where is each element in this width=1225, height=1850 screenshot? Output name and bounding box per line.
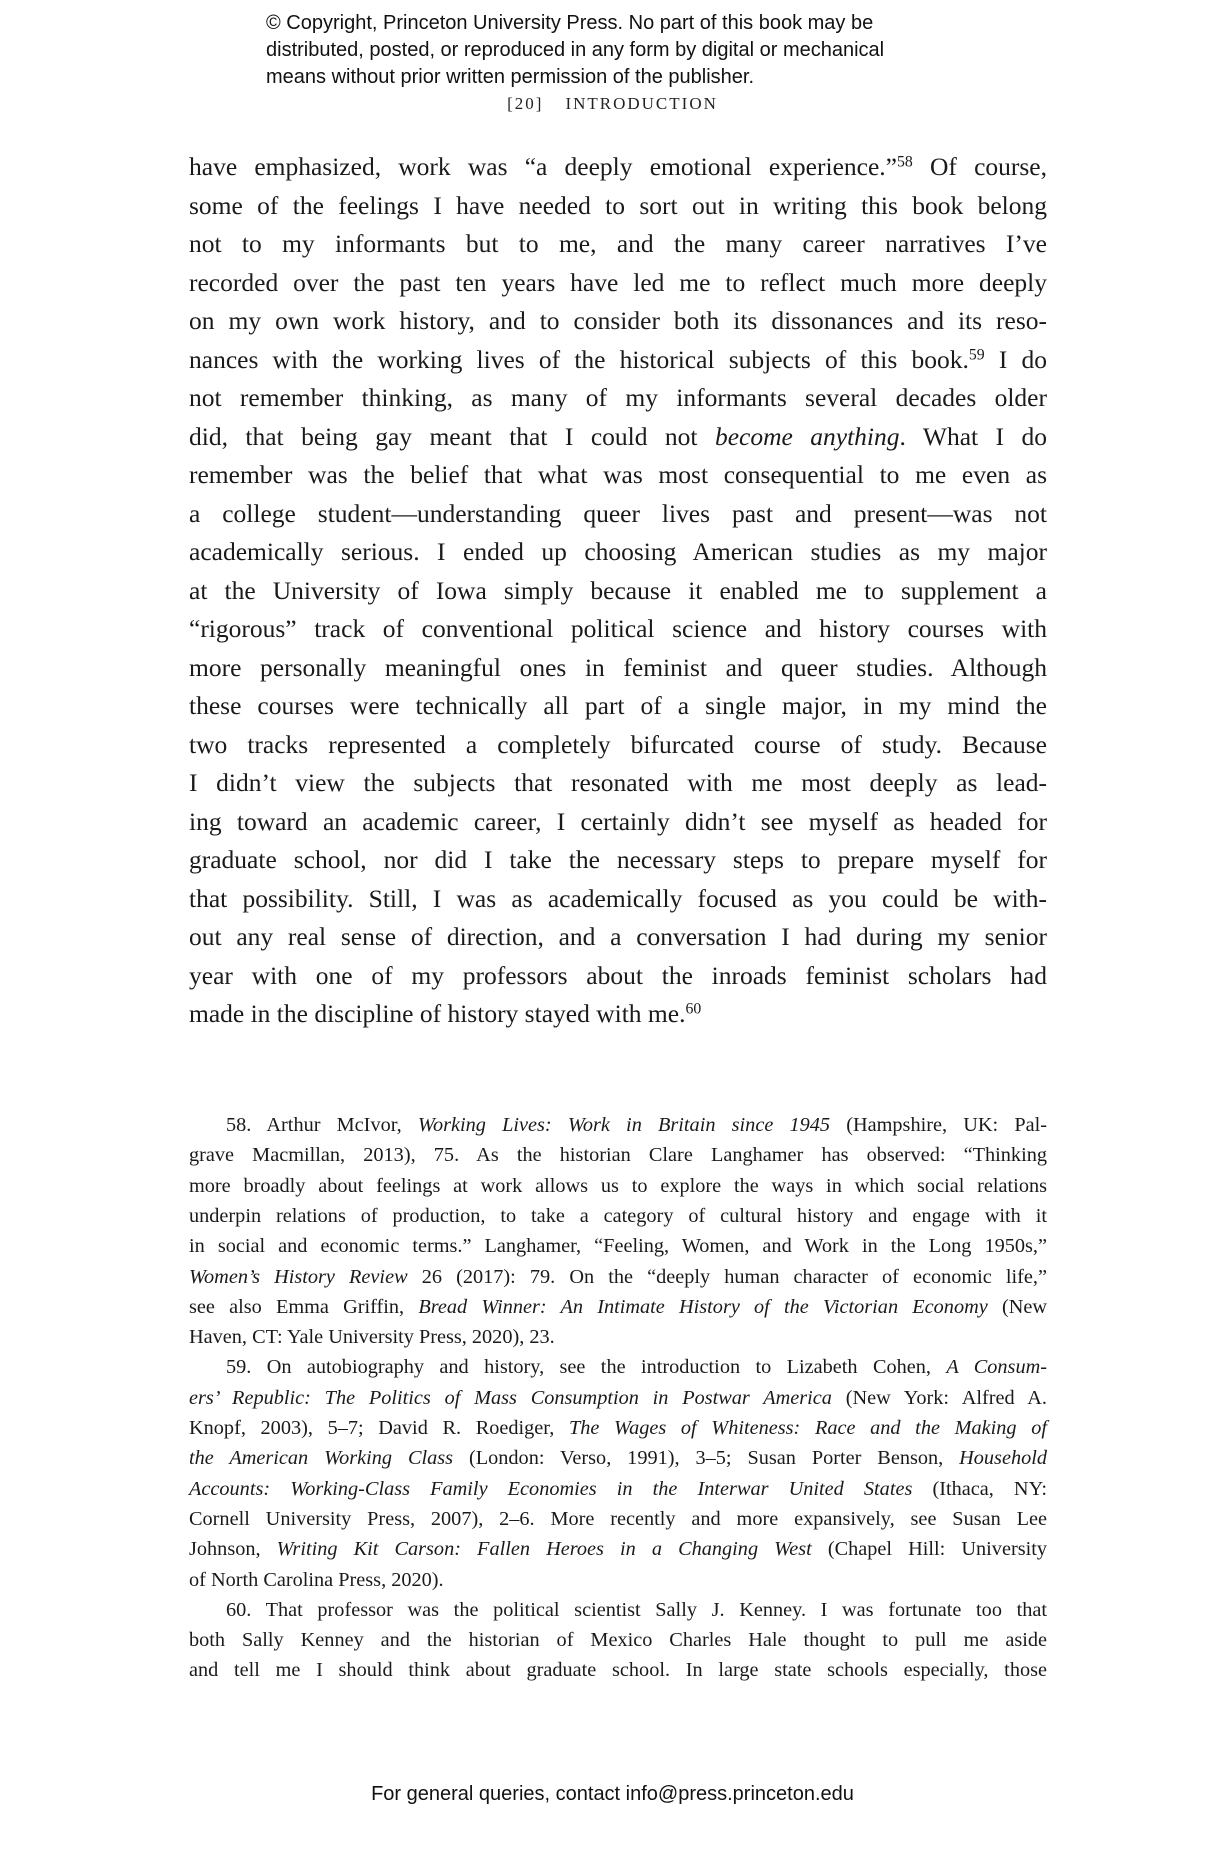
copyright-line: © Copyright, Princeton University Press. No part of this book may be — [266, 12, 874, 34]
footnote-reference[interactable]: 58 — [896, 153, 913, 171]
body-line — [189, 918, 1047, 957]
italic-text: Household — [959, 1447, 1048, 1470]
text-run: (London: Verso, 1991), 3–5; Susan Porter Benson, — [453, 1447, 960, 1470]
body-line — [189, 764, 1047, 803]
text-run: (New York: Alfred A. — [831, 1386, 1047, 1409]
italic-text: the American Working Class — [189, 1447, 454, 1470]
italic-text: Bread Winner: An Intimate History of the Victorian Economy — [418, 1295, 988, 1318]
text-run: ing toward an academic career, I certainly didn’t see myself as headed for — [189, 806, 1047, 836]
body-line — [189, 533, 1047, 572]
text-run: grave Macmillan, 2013), 75. As the historian Clare Langhamer has observed: “Thinking — [189, 1144, 1047, 1167]
text-run: in social and economic terms.” Langhamer, “Feeling, Women, and Work in the Long 1950s,” — [189, 1235, 1047, 1258]
footnote-line — [189, 1413, 1047, 1443]
footnote-line — [189, 1474, 1047, 1504]
body-line — [189, 418, 1047, 457]
text-run: and tell me I should think about graduate school. In large state schools especially, those — [189, 1659, 1047, 1682]
footnote-line — [189, 1383, 1047, 1413]
text-run: academically serious. I ended up choosing American studies as my major — [189, 537, 1047, 566]
italic-text: A Consum- — [946, 1356, 1047, 1379]
footnote-line — [189, 1231, 1047, 1261]
footnote-line — [189, 1595, 1047, 1625]
text-run: I didn’t view the subjects that resonated with me most deeply as lead- — [189, 768, 1047, 797]
copyright-line: distributed, posted, or reproduced in any form by digital or mechanical — [266, 39, 885, 61]
body-line — [189, 957, 1047, 996]
text-run: 60. That professor was the political scientist Sally J. Kenney. I was fortunate too that — [226, 1598, 1047, 1621]
text-run: Knopf, 2003), 5–7; David R. Roediger, — [189, 1417, 569, 1439]
text-run: a college student—understanding queer lives past and present—was not — [189, 498, 1047, 528]
body-line — [189, 264, 1047, 303]
text-run: two tracks represented a completely bifurcated course of study. Because — [189, 729, 1047, 759]
footnote-line — [189, 1262, 1047, 1292]
body-line — [189, 995, 1047, 1034]
footnote-line — [189, 1201, 1047, 1231]
footnote-line — [189, 1565, 1047, 1595]
text-run: . What I do — [899, 421, 1047, 451]
body-line — [189, 649, 1047, 688]
body-line — [189, 880, 1047, 919]
body-line — [189, 456, 1047, 495]
text-run: (Hampshire, UK: Pal- — [830, 1114, 1047, 1136]
running-head — [0, 94, 1225, 114]
footnote-line — [189, 1443, 1047, 1473]
footer-contact: For general queries, contact info@press.princeton.edu — [371, 1783, 854, 1805]
text-run: “rigorous” track of conventional political science and history courses with — [189, 614, 1047, 643]
body-line — [189, 687, 1047, 726]
footnote-line — [189, 1655, 1047, 1685]
text-run: out any real sense of direction, and a conversation I had during my senior — [189, 922, 1047, 951]
text-run: 26 (2017): 79. On the “deeply human character of economic life,” — [407, 1265, 1047, 1288]
text-run: not to my informants but to me, and the many career narratives I’ve — [189, 229, 1047, 258]
text-run: (Chapel Hill: University — [811, 1538, 1047, 1561]
body-line — [189, 495, 1047, 534]
footnote-reference[interactable]: 60 — [685, 1000, 702, 1018]
footnote-line — [189, 1110, 1047, 1140]
text-run: graduate school, nor did I take the necessary steps to prepare myself for — [189, 845, 1047, 874]
footnote-line — [189, 1352, 1047, 1382]
footnote-line — [189, 1292, 1047, 1322]
text-run: at the University of Iowa simply because it enabled me to supplement a — [189, 575, 1047, 605]
footnote-line — [189, 1534, 1047, 1564]
text-run: I do — [984, 344, 1047, 374]
italic-text: become anything — [714, 421, 900, 451]
text-run: have emphasized, work was “a deeply emotional experience.” — [189, 152, 897, 181]
body-line — [189, 225, 1047, 264]
text-run: remember was the belief that what was most consequential to me even as — [189, 460, 1047, 489]
body-line — [189, 803, 1047, 842]
italic-text: Writing Kit Carson: Fallen Heroes in a Changing West — [276, 1538, 812, 1561]
body-line — [189, 302, 1047, 341]
body-line — [189, 572, 1047, 611]
body-line — [189, 148, 1047, 187]
body-line — [189, 379, 1047, 418]
body-line — [189, 610, 1047, 649]
chapter-title: INTRODUCTION — [565, 94, 718, 113]
copyright-line: means without prior written permission of the publisher. — [266, 66, 755, 88]
text-run: these courses were technically all part of a single major, in my mind the — [189, 691, 1047, 720]
footnote-line — [189, 1504, 1047, 1534]
text-run: Of course, — [912, 152, 1047, 181]
text-run: recorded over the past ten years have led me to reflect much more deeply — [189, 267, 1047, 297]
body-line — [189, 726, 1047, 765]
text-run: some of the feelings I have needed to sort out in writing this book belong — [189, 190, 1047, 220]
italic-text: Women’s History Review — [189, 1265, 408, 1288]
text-run: Cornell University Press, 2007), 2–6. More recently and more expansively, see Susan Lee — [189, 1507, 1047, 1530]
footnote-line — [189, 1171, 1047, 1201]
text-run: year with one of my professors about the inroads feminist scholars had — [189, 960, 1047, 990]
italic-text: Accounts: Working-Class Family Economies in the Interwar United States — [189, 1477, 913, 1500]
footnote-line — [189, 1140, 1047, 1170]
text-run: of North Carolina Press, 2020). — [189, 1568, 444, 1591]
text-run: more personally meaningful ones in feminist and queer studies. Although — [189, 652, 1047, 682]
text-run: see also Emma Griffin, — [189, 1295, 419, 1318]
text-run: (New — [987, 1295, 1047, 1318]
footnote-line — [189, 1322, 1047, 1352]
text-run: Johnson, — [189, 1538, 277, 1561]
body-line — [189, 187, 1047, 226]
text-run: both Sally Kenney and the historian of Mexico Charles Hale thought to pull me aside — [189, 1629, 1047, 1652]
body-line — [189, 341, 1047, 380]
text-run: underpin relations of production, to take a category of cultural history and engage with it — [189, 1204, 1047, 1227]
italic-text: The Wages of Whiteness: Race and the Making of — [568, 1417, 1047, 1439]
text-run: (Ithaca, NY: — [912, 1477, 1047, 1500]
text-run: 59. On autobiography and history, see the introduction to Lizabeth Cohen, — [226, 1356, 947, 1379]
text-run: on my own work history, and to consider both its dissonances and its reso- — [189, 306, 1047, 335]
text-run: made in the discipline of history stayed with me. — [189, 999, 686, 1028]
italic-text: ers’ Republic: The Politics of Mass Consumption in Postwar America — [189, 1386, 832, 1409]
text-run: nances with the working lives of the historical subjects of this book. — [189, 344, 969, 374]
page-number: [20] — [507, 94, 544, 113]
text-run: did, that being gay meant that I could not — [189, 421, 715, 451]
text-run: that possibility. Still, I was as academically focused as you could be with- — [189, 883, 1047, 913]
text-run: Haven, CT: Yale University Press, 2020), 23. — [189, 1326, 555, 1349]
text-run: 58. Arthur McIvor, — [226, 1114, 418, 1136]
text-run: more broadly about feelings at work allows us to explore the ways in which social relations — [189, 1174, 1047, 1197]
text-run: not remember thinking, as many of my informants several decades older — [189, 383, 1047, 412]
italic-text: Working Lives: Work in Britain since 1945 — [417, 1114, 831, 1136]
body-line — [189, 841, 1047, 880]
footnote-line — [189, 1625, 1047, 1655]
footnote-reference[interactable]: 59 — [968, 345, 985, 363]
